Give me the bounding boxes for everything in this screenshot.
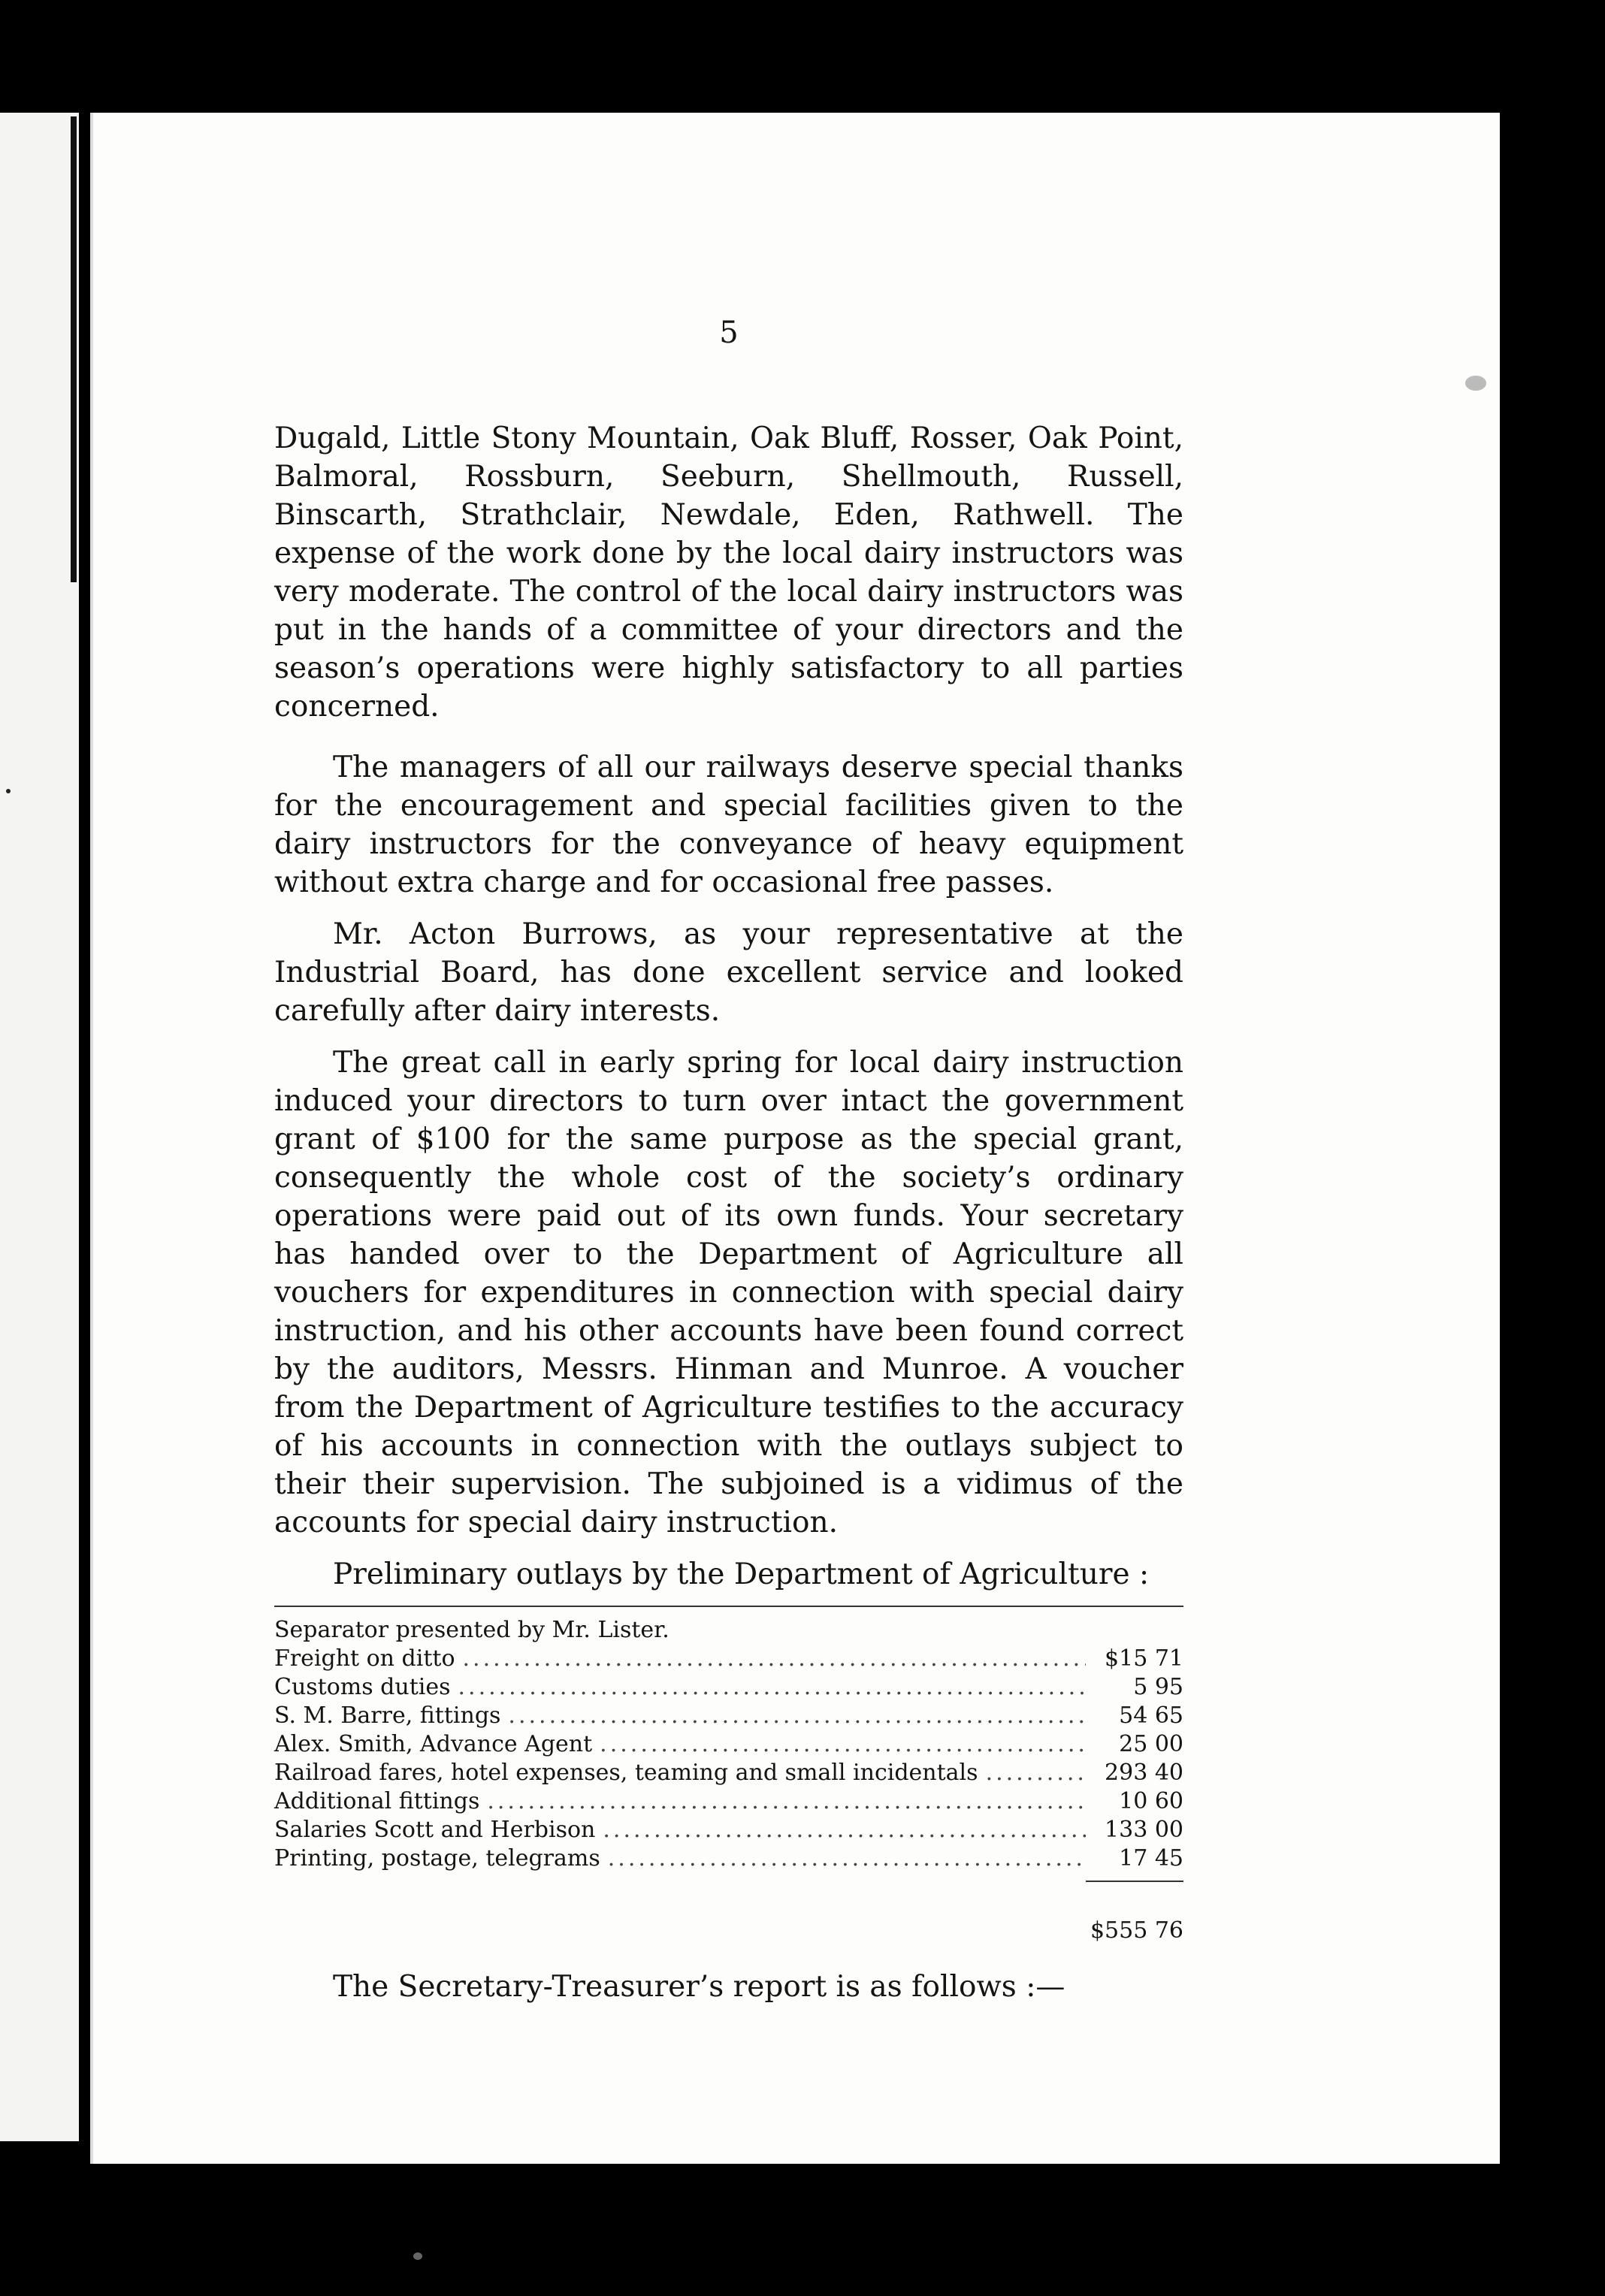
ledger-desc: Railroad fares, hotel expenses, teaming and small incidentals xyxy=(274,1760,978,1786)
scan-speck xyxy=(6,789,11,793)
ledger-desc: Alex. Smith, Advance Agent xyxy=(274,1731,593,1757)
ledger-desc: Salaries Scott and Herbison xyxy=(274,1817,596,1843)
leader-dots xyxy=(603,1816,1086,1844)
ledger-row xyxy=(274,1787,1183,1816)
ledger-desc: Customs duties xyxy=(274,1674,451,1700)
ledger-desc: Freight on ditto xyxy=(274,1645,455,1672)
leader-dots xyxy=(608,1844,1086,1873)
ledger-row xyxy=(274,1759,1183,1787)
ledger-desc: Printing, postage, telegrams xyxy=(274,1845,600,1872)
leader-dots xyxy=(487,1787,1086,1816)
ledger-row xyxy=(274,1730,1183,1759)
leader-dots xyxy=(463,1645,1086,1673)
ledger-row xyxy=(274,1673,1183,1702)
ledger-heading xyxy=(274,1616,1183,1645)
leader-dots xyxy=(600,1730,1086,1759)
leader-dots xyxy=(458,1673,1087,1702)
ledger-row xyxy=(274,1645,1183,1673)
ledger-amount: 17 45 xyxy=(1119,1845,1183,1872)
facing-page-edge xyxy=(0,113,79,2141)
ledger-top-rule xyxy=(274,1606,1183,1607)
ledger-amount: 10 60 xyxy=(1119,1788,1183,1814)
paragraph-3: Mr. Acton Burrows, as your representative at the Industrial Board, has done excellent service and looked carefully after dairy interests. xyxy=(274,917,1183,1028)
page-number: 5 xyxy=(719,316,739,350)
paragraph-4: The great call in early spring for local dairy instruction induced your directors to turn over intact the government grant of $100 for the same purpose as the special grant, consequently the whole cost of the society’s ordinary operations were paid out of its own funds. Your secretary has handed over to the Department of Agriculture all vouchers for expenditures in connection with special dairy instruction, and his other accounts have been found correct by the auditors, Messrs. Hinman and Munroe. A voucher from the Department of Agriculture testifies to the accuracy of his accounts in connection with the outlays subject to their their supervision. The subjoined is a vidimus of the accounts for special dairy instruction. xyxy=(274,1046,1183,1539)
scan-speck xyxy=(413,2252,422,2260)
ledger-amount: 293 40 xyxy=(1105,1760,1183,1786)
ledger-heading-text: Separator presented by Mr. Lister. xyxy=(274,1617,670,1643)
ledger-amount: 5 95 xyxy=(1133,1674,1183,1700)
ledger-total: $555 76 xyxy=(1090,1917,1183,1944)
ledger-amount: 133 00 xyxy=(1105,1817,1183,1843)
ledger-amount: 54 65 xyxy=(1119,1702,1183,1729)
page-text xyxy=(274,316,1183,2006)
ledger-desc: S. M. Barre, fittings xyxy=(274,1702,501,1729)
leader-dots xyxy=(986,1759,1086,1787)
outlay-intro: Preliminary outlays by the Department of Agriculture : xyxy=(333,1557,1150,1591)
total-rule xyxy=(1086,1881,1183,1882)
paragraph-2: The managers of all our railways deserve special thanks for the encouragement and special facilities given to the dairy instructors for the conveyance of heavy equipment without extra charge and for occasional free passes. xyxy=(274,751,1183,899)
ledger-row xyxy=(274,1816,1183,1844)
closing-line: The Secretary-Treasurer’s report is as follows :— xyxy=(333,1970,1065,2004)
ledger-amount: 25 00 xyxy=(1119,1731,1183,1757)
ledger-amount: $15 71 xyxy=(1105,1645,1183,1672)
ledger-row xyxy=(274,1844,1183,1873)
ledger-row xyxy=(274,1702,1183,1730)
scan-speck xyxy=(1465,376,1486,391)
outlay-ledger xyxy=(274,1616,1183,1945)
facing-page-rule xyxy=(71,116,77,582)
leader-dots xyxy=(508,1702,1086,1730)
ledger-desc: Additional fittings xyxy=(274,1788,480,1814)
paragraph-1: Dugald, Little Stony Mountain, Oak Bluff, Rosser, Oak Point, Balmoral, Rossburn, Seeburn, Shellmouth, Russell, Binscarth, Strathclair, Newdale, Eden, Rathwell. The expense of the work done by the local dairy instructors was very moderate. The control of the local dairy instructors was put in the hands of a committee of your directors and the season’s operations were highly satisfactory to all parties concerned. xyxy=(274,421,1183,724)
